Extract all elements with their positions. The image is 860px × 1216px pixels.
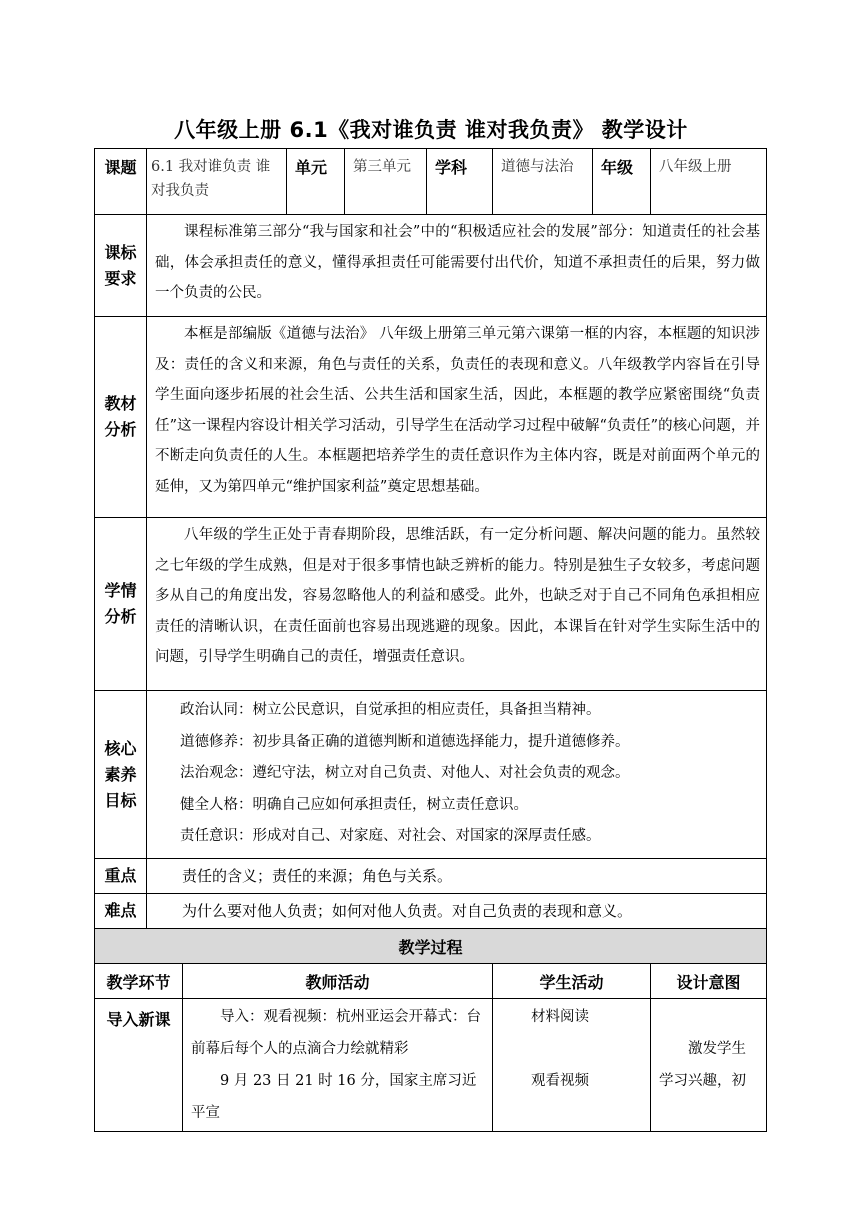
goal-item: 责任意识：形成对自己、对家庭、对社会、对国家的深厚责任感。 (180, 828, 601, 844)
goals-label: 核心素养目标 (95, 691, 147, 859)
curriculum-text: 课程标准第三部分“我与国家和社会”中的“积极适应社会的发展”部分：知道责任的社会基础，体会承担责任的意义，懂得承担责任可能需要付出代价，知道不承担责任的后果，努力做一个负责的公民。 (155, 224, 760, 301)
students-row (95, 518, 767, 691)
process-header-row (95, 964, 767, 999)
process-section-row (95, 929, 767, 964)
key-point-row (95, 859, 767, 894)
grade-value: 八年级上册 (651, 149, 767, 215)
student-line: 材料阅读 (531, 1009, 589, 1025)
students-text: 八年级的学生正处于青春期阶段，思维活跃，有一定分析问题、解决问题的能力。虽然较之七年级的学生成熟，但是对于很多事情也缺乏辨析的能力。特别是独生子女较多，考虑问题多从自己的角度出发，容易忽略他人的利益和感受。此外，也缺乏对于自己不同角色承担相应责任的清晰认识，在责任面前也容易出现逃避的现象。因此，本课旨在针对学生实际生活中的问题，引导学生明确自己的责任，增强责任意识。 (155, 527, 760, 665)
curriculum-cell (147, 215, 767, 317)
material-cell (147, 317, 767, 518)
process-section-title: 教学过程 (95, 929, 767, 964)
unit-label: 单元 (287, 149, 345, 215)
intent-cell: 激发学生学习兴趣，初 (651, 999, 767, 1132)
process-row (95, 999, 767, 1132)
goal-item: 健全人格：明确自己应如何承担责任，树立责任意识。 (180, 796, 528, 813)
students-cell (147, 518, 767, 691)
col-student: 学生活动 (493, 964, 651, 999)
curriculum-label: 课标要求 (95, 215, 147, 317)
students-label: 学情分析 (95, 518, 147, 691)
goals-row (95, 691, 767, 859)
goal-item: 政治认同：树立公民意识，自觉承担的相应责任，具备担当精神。 (180, 702, 601, 718)
teacher-cell (183, 999, 493, 1132)
goal-item: 道德修养：初步具备正确的道德判断和道德选择能力，提升道德修养。 (180, 733, 630, 750)
grade-label: 年级 (593, 149, 651, 215)
goals-cell (147, 691, 767, 859)
difficulty-label: 难点 (95, 894, 147, 929)
teacher-line: 导入：观看视频：杭州亚运会开幕式：台前幕后每个人的点滴合力绘就精彩 (191, 1009, 481, 1057)
unit-value: 第三单元 (345, 149, 427, 215)
subject-value: 道德与法治 (493, 149, 593, 215)
lesson-plan-table (94, 148, 767, 1132)
material-text: 本框是部编版《道德与法治》 八年级上册第三单元第六课第一框的内容，本框题的知识涉及：责任的含义和来源，角色与责任的关系，负责任的表现和意义。八年级教学内容旨在引导学生面向逐步拓展的社会生活、公共生活和国家生活，因此，本框题的教学应紧密围绕“负责任”这一课程内容设计相关学习活动，引导学生在活动学习过程中破解“负责任”的核心问题，并不断走向负责任的人生。本框题把培养学生的责任意识作为主体内容，既是对前面两个单元的延伸，又为第四单元“维护国家利益”奠定思想基础。 (155, 326, 760, 495)
subject-label: 学科 (427, 149, 493, 215)
student-line: 观看视频 (531, 1073, 589, 1089)
topic-label: 课题 (95, 149, 147, 215)
teacher-line: 9 月 23 日 21 时 16 分，国家主席习近平宣 (191, 1073, 477, 1121)
material-row (95, 317, 767, 518)
difficulty-text: 为什么要对他人负责；如何对他人负责。对自己负责的表现和意义。 (147, 894, 767, 929)
header-row (95, 149, 767, 215)
col-intent: 设计意图 (651, 964, 767, 999)
student-cell (493, 999, 651, 1132)
key-point-label: 重点 (95, 859, 147, 894)
topic-value: 6.1 我对谁负责 谁对我负责 (147, 149, 287, 215)
col-teacher: 教师活动 (183, 964, 493, 999)
difficulty-row (95, 894, 767, 929)
goal-item: 法治观念：遵纪守法，树立对自己负责、对他人、对社会负责的观念。 (180, 765, 630, 781)
document-title: 八年级上册 6.1《我对谁负责 谁对我负责》 教学设计 (174, 118, 688, 142)
material-label: 教材分析 (95, 317, 147, 518)
stage-cell: 导入新课 (95, 999, 183, 1132)
col-stage: 教学环节 (95, 964, 183, 999)
curriculum-row (95, 215, 767, 317)
key-point-text: 责任的含义；责任的来源；角色与关系。 (147, 859, 767, 894)
